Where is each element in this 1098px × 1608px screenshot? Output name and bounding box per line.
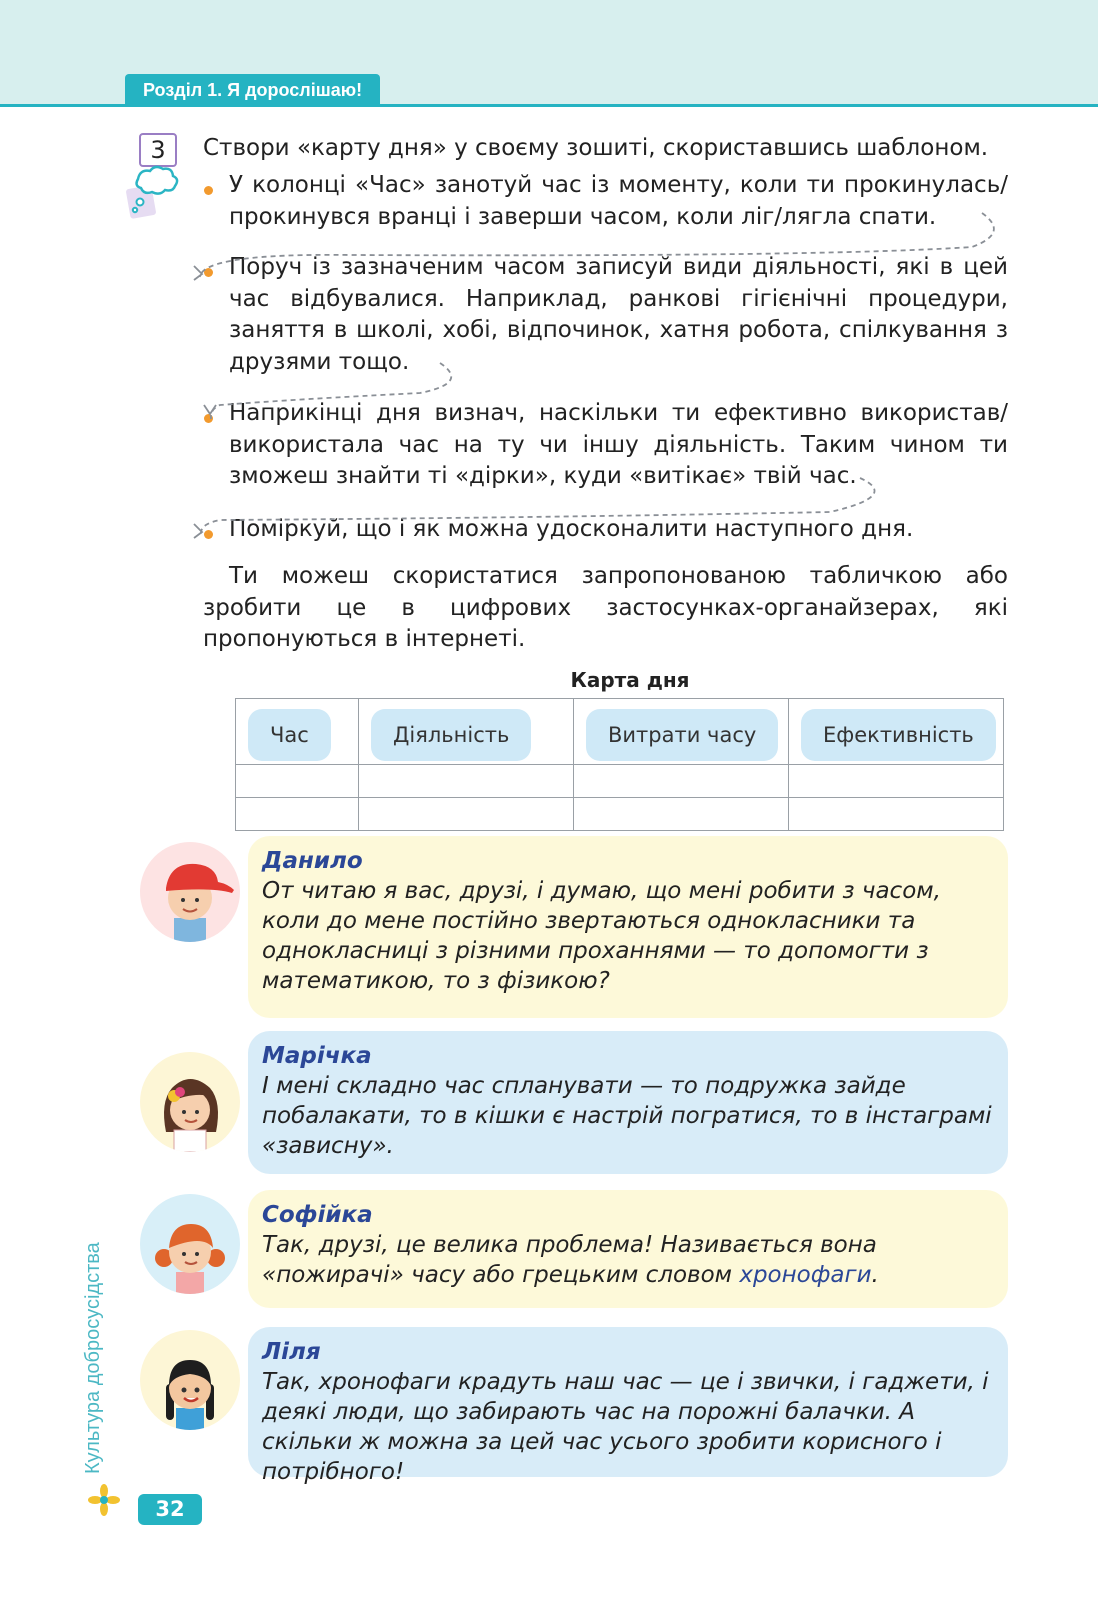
- table-header-cell: [236, 699, 359, 765]
- speech-bubble: [248, 1031, 1008, 1174]
- speech-bubble: [248, 836, 1008, 1018]
- speech-text: І мені складно час спланувати — то подружка зайде побалакати, то в кішки є настрій погратися, то в інстаграмі «зависну».: [262, 1073, 992, 1159]
- speech-text-part: Так, друзі, це велика проблема! Називається вона «пожирачі» часу або грецьким словом: [262, 1232, 877, 1288]
- task-number: 3: [139, 133, 177, 167]
- day-map-table: [235, 698, 1004, 831]
- speaker-name: Данило: [262, 848, 363, 874]
- avatar-danylo: [140, 842, 240, 942]
- bullet-item: У колонці «Час» занотуй час із моменту, коли ти прокинулась/прокинувся вранці і заверши часом, коли ліг/лягла спати.: [229, 172, 1008, 230]
- speech-text: Так, хронофаги крадуть наш час — це і звички, і гаджети, і деякі люди, що забирають час на порожні балачки. А скільки ж можна за цей час усього зробити корисного і потрібного!: [262, 1369, 989, 1485]
- bullet-item: Наприкінці дня визнач, наскільки ти ефективно використав/використала час на ту чи іншу діяльність. Таким чином ти зможеш знайти ті «дірки», куди «витікає» твій час.: [229, 400, 1008, 489]
- flower-icon: [88, 1484, 120, 1516]
- page-number: 32: [138, 1494, 202, 1525]
- speaker-name: Софійка: [262, 1202, 373, 1228]
- highlighted-term: хронофаги: [739, 1262, 872, 1288]
- section-label: Розділ 1. Я дорослішаю!: [125, 74, 380, 107]
- column-label: Діяльність: [371, 709, 531, 761]
- avatar-marichka: [140, 1052, 240, 1152]
- girl-pigtails-illustration: [140, 1194, 240, 1294]
- column-label: Витрати часу: [586, 709, 778, 761]
- column-label: Ефективність: [801, 709, 996, 761]
- avatar-sofiyka: [140, 1194, 240, 1294]
- task-intro: Створи «карту дня» у своєму зошиті, скориставшись шаблоном.: [203, 135, 989, 161]
- boy-cap-illustration: [140, 842, 240, 942]
- bullet-item: Поруч із зазначеним часом записуй види діяльності, які в цей час відбувалися. Наприклад, ранкові гігієнічні процедури, заняття в школі, хобі, відпочинок, хатня робота, спілкування з друзями тощо.: [229, 254, 1008, 375]
- side-chapter-label: Культура добросусідства: [82, 1242, 104, 1474]
- table-header-cell: [574, 699, 789, 765]
- column-label: Час: [248, 709, 331, 761]
- table-header-cell: [789, 699, 1004, 765]
- table-row: [236, 765, 1004, 798]
- girl-flower-illustration: [140, 1052, 240, 1152]
- dashed-connector-lines: [0, 0, 1098, 560]
- table-header-cell: [359, 699, 574, 765]
- speaker-name: Ліля: [262, 1339, 321, 1365]
- table-title: Карта дня: [570, 668, 690, 692]
- speech-text: [262, 1230, 994, 1290]
- speech-text: От читаю я вас, друзі, і думаю, що мені робити з часом, коли до мене постійно звертаються однокласники та однокласниці з різними проханнями — то допомогти з математикою, то з фізикою?: [262, 878, 941, 994]
- avatar-lilia: [140, 1330, 240, 1430]
- speech-bubble: [248, 1327, 1008, 1485]
- speech-bubble: [248, 1190, 1008, 1308]
- speech-text-end: .: [871, 1262, 879, 1288]
- girl-braids-illustration: [140, 1330, 240, 1430]
- speaker-name: Марічка: [262, 1043, 372, 1069]
- table-row: [236, 798, 1004, 831]
- instruction-paragraph: Ти можеш скористатися запропонованою табличкою або зробити це в цифрових застосунках-органайзерах, які пропонуються в інтернеті.: [203, 563, 1008, 652]
- bullet-item: Поміркуй, що і як можна удосконалити наступного дня.: [229, 516, 914, 542]
